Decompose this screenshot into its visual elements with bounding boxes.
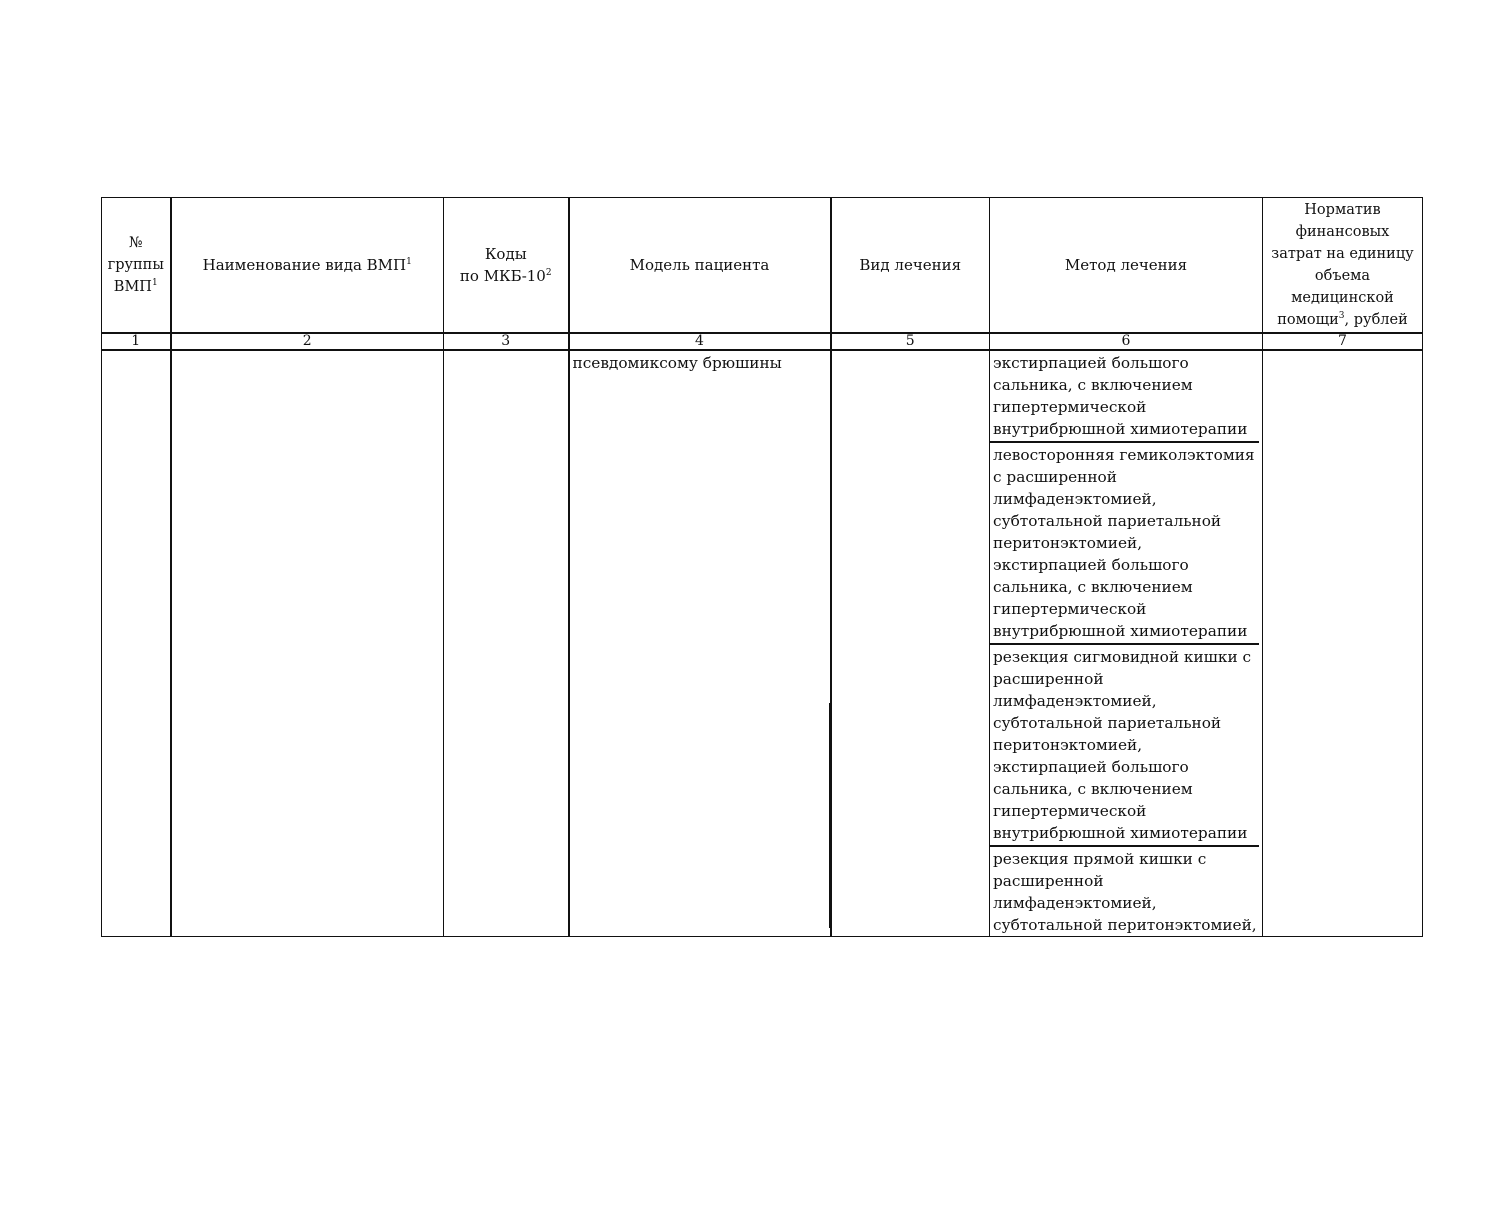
cell-treatment-method: [990, 350, 1263, 937]
method-line: внутрибрюшной химиотерапии: [993, 824, 1248, 842]
header-icd-codes: Коды по МКБ-$10^2$: [444, 198, 569, 334]
vmp-table: [101, 197, 1423, 937]
method-line: гипертермической: [993, 600, 1147, 618]
cell-icd-codes: [444, 350, 569, 937]
cell-treatment-type: [831, 350, 990, 937]
method-line: экстирпацией большого: [993, 556, 1189, 574]
method-line: субтотальной перитонэктомией,: [993, 916, 1257, 934]
table-row: [102, 350, 1423, 937]
method-line: лимфаденэктомией,: [993, 490, 1157, 508]
method-line: резекция сигмовидной кишки с: [993, 648, 1252, 666]
column-number-row: [102, 333, 1423, 350]
column-number: 3: [444, 333, 569, 350]
column-number: 6: [990, 333, 1263, 350]
header-group-number: № группы ВМП$^1$: [102, 198, 171, 334]
header-treatment-method: Метод лечения: [990, 198, 1263, 334]
method-line: резекция прямой кишки с: [993, 850, 1207, 868]
method-line: с расширенной: [993, 468, 1117, 486]
method-line: субтотальной париетальной: [993, 512, 1222, 530]
column-divider-accent: [829, 703, 831, 928]
method-line: гипертермической: [993, 802, 1147, 820]
cell-cost-standard: [1263, 350, 1423, 937]
patient-model-text: псевдомиксому брюшины: [572, 354, 782, 372]
method-item: [990, 443, 1259, 645]
column-number: 1: [102, 333, 171, 350]
method-line: гипертермической: [993, 398, 1147, 416]
cell-vmp-name: [171, 350, 444, 937]
header-patient-model: Модель пациента: [569, 198, 831, 334]
method-line: внутрибрюшной химиотерапии: [993, 420, 1248, 438]
method-line: расширенной: [993, 872, 1104, 890]
method-item: [990, 847, 1262, 936]
method-line: сальника, с включением: [993, 780, 1193, 798]
cell-patient-model: [569, 350, 831, 937]
column-number: 7: [1263, 333, 1423, 350]
header-vmp-name: Наименование вида ВМП$^1$: [171, 198, 444, 334]
method-line: перитонэктомией,: [993, 736, 1143, 754]
header-treatment-type: Вид лечения: [831, 198, 990, 334]
method-item: [990, 351, 1259, 443]
method-line: сальника, с включением: [993, 578, 1193, 596]
column-number: 4: [569, 333, 831, 350]
method-line: экстирпацией большого: [993, 354, 1189, 372]
method-line: перитонэктомией,: [993, 534, 1143, 552]
method-line: лимфаденэктомией,: [993, 894, 1157, 912]
method-line: субтотальной париетальной: [993, 714, 1222, 732]
column-number: 2: [171, 333, 444, 350]
column-number: 5: [831, 333, 990, 350]
header-cost-standard: Норматив финансовых затрат на единицу объема медицинской помощи$^3$, рублей: [1263, 198, 1423, 334]
cell-group-number: [102, 350, 171, 937]
method-line: расширенной: [993, 670, 1104, 688]
method-line: лимфаденэктомией,: [993, 692, 1157, 710]
method-line: левосторонняя гемиколэктомия: [993, 446, 1255, 464]
method-line: экстирпацией большого: [993, 758, 1189, 776]
header-row: [102, 198, 1423, 334]
method-line: сальника, с включением: [993, 376, 1193, 394]
method-item: [990, 645, 1259, 847]
method-line: внутрибрюшной химиотерапии: [993, 622, 1248, 640]
